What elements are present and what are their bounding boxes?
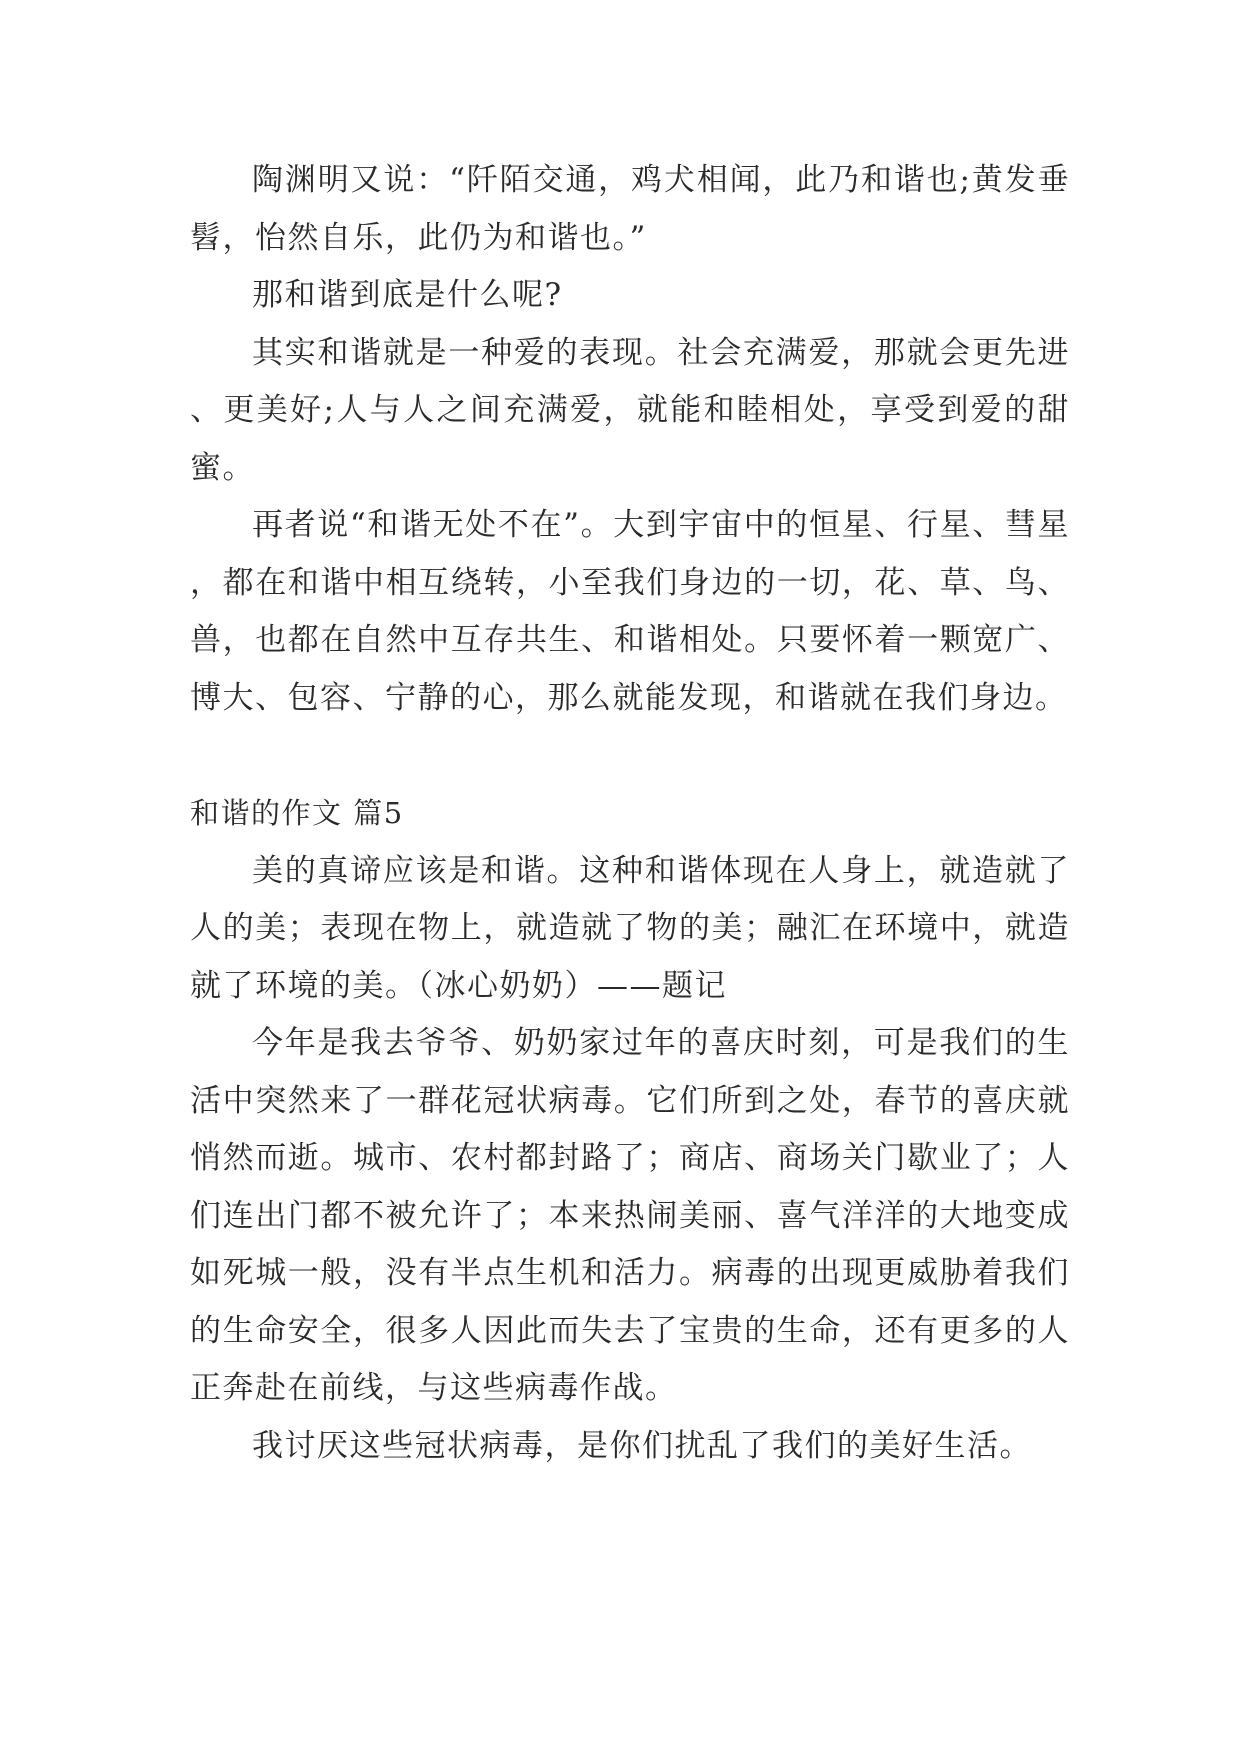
section-heading: 和谐的作文 篇5 bbox=[190, 796, 404, 830]
paragraph: 那和谐到底是什么呢? bbox=[252, 277, 563, 313]
section-spacer bbox=[190, 727, 1070, 785]
paragraph: 陶渊明又说：“阡陌交通，鸡犬相闻，此乃和谐也;黄发垂髫，怡然自乐，此仍为和谐也。” bbox=[190, 162, 1070, 256]
paragraph: 美的真谛应该是和谐。这种和谐体现在人身上，就造就了人的美；表现在物上，就造就了物的美；融汇在环境中，就造就了环境的美。（冰心奶奶）——题记 bbox=[190, 852, 1070, 1004]
text-column bbox=[190, 152, 1070, 1475]
paragraph: 其实和谐就是一种爱的表现。社会充满爱，那就会更先进、更美好;人与人之间充满爱，就能和睦相处，享受到爱的甜蜜。 bbox=[190, 334, 1070, 486]
paragraph: 再者说“和谐无处不在”。大到宇宙中的恒星、行星、彗星，都在和谐中相互绕转，小至我们身边的一切，花、草、鸟、兽，也都在自然中互存共生、和谐相处。只要怀着一颗宽广、博大、包容、宁静的心，那么就能发现，和谐就在我们身边。 bbox=[190, 507, 1070, 716]
paragraph: 我讨厌这些冠状病毒，是你们扰乱了我们的美好生活。 bbox=[252, 1427, 1032, 1464]
paragraph: 今年是我去爷爷、奶奶家过年的喜庆时刻，可是我们的生活中突然来了一群花冠状病毒。它们所到之处，春节的喜庆就悄然而逝。城市、农村都封路了；商店、商场关门歇业了；人们连出门都不被允许了；本来热闹美丽、喜气洋洋的大地变成如死城一般，没有半点生机和活力。病毒的出现更威胁着我们的生命安全，很多人因此而失去了宝贵的生命，还有更多的人正奔赴在前线，与这些病毒作战。 bbox=[190, 1025, 1070, 1406]
